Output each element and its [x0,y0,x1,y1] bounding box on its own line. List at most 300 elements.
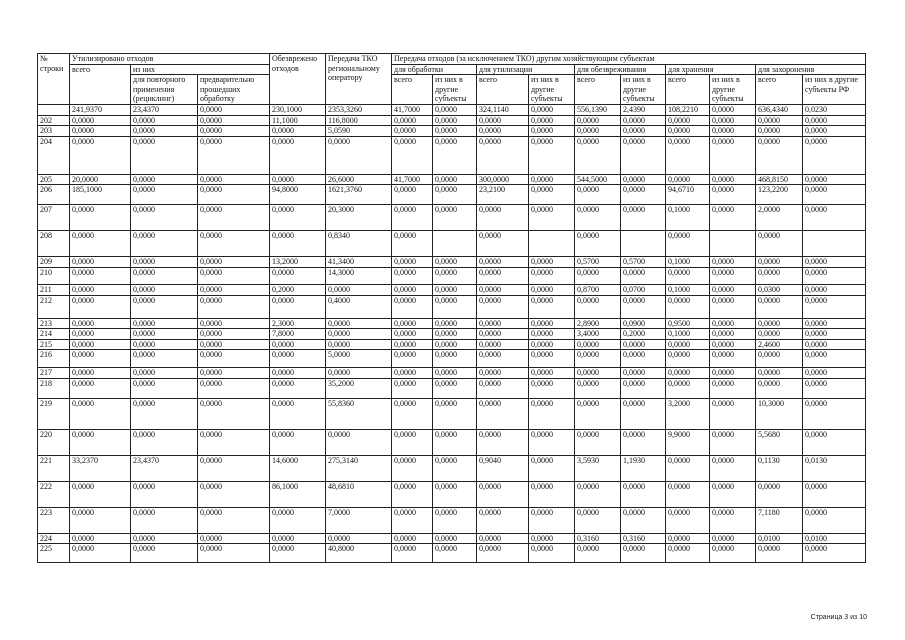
table-row [38,285,866,296]
value-cell: 2,0000 [756,205,803,231]
value-cell: 0,0000 [131,533,198,544]
value-cell: 23,4370 [131,105,198,116]
value-cell: 0,0000 [433,339,477,350]
value-cell: 0,0000 [433,174,477,185]
value-cell: 0,0000 [270,544,326,563]
value-cell: 0,0000 [477,429,529,455]
value-cell: 0,2000 [270,285,326,296]
row-number-cell: 206 [38,185,70,205]
value-cell: 0,0000 [529,285,575,296]
value-cell: 0,0000 [621,350,666,368]
value-cell: 20,0000 [70,174,131,185]
row-number-cell: 224 [38,533,70,544]
value-cell: 0,0230 [803,105,866,116]
header-sub-total: всего [477,75,529,105]
value-cell: 0,1000 [666,329,710,340]
value-cell: 0,0000 [803,185,866,205]
value-cell: 0,0000 [70,318,131,329]
value-cell: 0,0100 [756,533,803,544]
value-cell: 0,0000 [575,368,621,379]
value-cell: 0,0000 [529,350,575,368]
value-cell: 0,0000 [70,329,131,340]
row-number-cell: 205 [38,174,70,185]
table-row [38,398,866,429]
value-cell: 0,0000 [131,268,198,285]
value-cell: 0,0000 [756,368,803,379]
value-cell [621,231,666,257]
value-cell: 0,0000 [198,174,270,185]
value-cell: 0,0000 [666,481,710,507]
value-cell: 0,0000 [131,285,198,296]
value-cell: 0,0000 [529,329,575,340]
value-cell [433,231,477,257]
value-cell: 0,0000 [666,231,710,257]
value-cell: 0,0000 [575,115,621,126]
value-cell: 0,0000 [529,105,575,116]
value-cell: 0,0000 [666,174,710,185]
table-row [38,533,866,544]
table-row [38,136,866,174]
value-cell [529,231,575,257]
value-cell: 0,0000 [131,378,198,398]
value-cell: 0,1000 [666,257,710,268]
value-cell: 7,8000 [270,329,326,340]
value-cell: 0,0000 [198,205,270,231]
table-row [38,368,866,379]
value-cell: 0,0000 [198,378,270,398]
value-cell: 0,0000 [710,350,756,368]
value-cell: 0,0000 [392,329,433,340]
value-cell: 0,0000 [433,368,477,379]
value-cell: 0,0000 [710,268,756,285]
value-cell: 0,0000 [710,368,756,379]
value-cell: 0,0000 [710,126,756,137]
value-cell: 0,0000 [433,205,477,231]
value-cell: 0,0000 [70,136,131,174]
value-cell: 5,0000 [326,350,392,368]
value-cell: 0,0000 [131,429,198,455]
value-cell: 0,0000 [433,378,477,398]
row-number-cell: 218 [38,378,70,398]
value-cell: 0,3160 [575,533,621,544]
row-number-cell: 222 [38,481,70,507]
value-cell: 0,0000 [270,126,326,137]
value-cell: 0,0000 [198,507,270,533]
header-utilized: Утилизировано отходов [70,54,270,65]
value-cell: 0,0000 [575,205,621,231]
value-cell: 0,0000 [477,481,529,507]
value-cell: 0,0000 [803,285,866,296]
value-cell: 0,0000 [433,533,477,544]
value-cell: 0,0000 [477,285,529,296]
header-sub-other: из них в другие субъекты [529,75,575,105]
value-cell: 0,0000 [270,268,326,285]
value-cell: 0,0000 [70,481,131,507]
value-cell: 0,0000 [477,257,529,268]
value-cell: 0,0000 [803,174,866,185]
value-cell: 5,0590 [326,126,392,137]
header-group-utilization: для утилизации [477,64,575,75]
value-cell: 0,0000 [529,533,575,544]
value-cell: 0,0000 [621,185,666,205]
table-row [38,295,866,318]
value-cell: 0,0000 [326,329,392,340]
value-cell: 0,0000 [756,257,803,268]
value-cell: 0,0000 [666,378,710,398]
value-cell: 5,5680 [756,429,803,455]
value-cell: 0,0000 [198,257,270,268]
table-row [38,507,866,533]
value-cell: 0,0000 [198,398,270,429]
value-cell: 0,0000 [70,257,131,268]
value-cell: 0,0000 [131,318,198,329]
value-cell: 0,0000 [392,257,433,268]
value-cell: 0,0000 [529,185,575,205]
value-cell: 0,0000 [131,507,198,533]
row-number-cell: 213 [38,318,70,329]
value-cell: 0,0000 [433,268,477,285]
value-cell: 9,9000 [666,429,710,455]
value-cell: 0,0000 [392,368,433,379]
value-cell: 0,0000 [803,544,866,563]
value-cell: 0,0000 [756,295,803,318]
value-cell: 11,1000 [270,115,326,126]
row-number-cell: 214 [38,329,70,340]
value-cell: 0,0000 [575,231,621,257]
value-cell: 0,0000 [433,295,477,318]
value-cell: 2353,3260 [326,105,392,116]
value-cell: 0,0000 [433,429,477,455]
value-cell: 0,0000 [803,268,866,285]
table-body [38,105,866,563]
value-cell: 0,2000 [621,329,666,340]
value-cell: 0,0000 [270,231,326,257]
value-cell: 0,0000 [621,429,666,455]
value-cell: 0,0000 [477,115,529,126]
value-cell: 0,0000 [433,455,477,481]
header-of-them: из них [131,64,270,75]
table-header [38,54,866,105]
value-cell: 1621,3760 [326,185,392,205]
value-cell: 0,0000 [529,257,575,268]
value-cell: 2,3000 [270,318,326,329]
value-cell: 0,0000 [198,318,270,329]
value-cell: 0,0000 [621,544,666,563]
value-cell: 0,0000 [198,429,270,455]
value-cell: 0,0000 [198,136,270,174]
value-cell: 0,0000 [803,481,866,507]
value-cell: 0,0000 [70,205,131,231]
value-cell: 10,3000 [756,398,803,429]
value-cell: 0,0000 [270,533,326,544]
value-cell: 0,0000 [710,185,756,205]
value-cell: 0,0000 [131,339,198,350]
value-cell: 0,0000 [710,318,756,329]
value-cell: 0,0000 [710,339,756,350]
value-cell: 0,9040 [477,455,529,481]
value-cell: 0,8340 [326,231,392,257]
value-cell: 0,0000 [433,185,477,205]
table-row [38,205,866,231]
value-cell: 0,0000 [666,295,710,318]
value-cell: 0,0000 [621,378,666,398]
value-cell: 0,0000 [756,126,803,137]
value-cell: 0,0000 [70,544,131,563]
value-cell: 0,0000 [666,507,710,533]
header-neutralized: Обезврежено отходов [270,54,326,105]
value-cell: 0,0000 [70,350,131,368]
row-number-cell: 209 [38,257,70,268]
value-cell: 275,3140 [326,455,392,481]
value-cell: 185,1000 [70,185,131,205]
value-cell: 0,0000 [621,174,666,185]
value-cell: 0,0000 [70,126,131,137]
header-utilized-total: всего [70,64,131,105]
value-cell: 0,0000 [710,105,756,116]
value-cell: 0,0000 [529,455,575,481]
value-cell: 0,0000 [477,544,529,563]
value-cell: 0,0000 [131,481,198,507]
value-cell: 0,0000 [433,398,477,429]
value-cell: 3,5930 [575,455,621,481]
row-number-cell: 207 [38,205,70,231]
value-cell: 0,0000 [756,378,803,398]
value-cell: 0,8700 [575,285,621,296]
value-cell: 2,4600 [756,339,803,350]
value-cell: 0,0000 [803,368,866,379]
value-cell: 0,0000 [756,481,803,507]
header-sub-other: из них в другие субъекты [433,75,477,105]
value-cell: 0,0000 [529,136,575,174]
value-cell: 41,7000 [392,174,433,185]
value-cell: 0,0000 [756,318,803,329]
header-sub-other-rf: из них в другие субъекты РФ [803,75,866,105]
value-cell: 0,0000 [666,339,710,350]
value-cell: 0,0000 [477,398,529,429]
row-number-cell: 202 [38,115,70,126]
value-cell [710,231,756,257]
value-cell: 0,0000 [575,126,621,137]
value-cell: 0,0000 [70,378,131,398]
header-group-neutralization: для обезвреживания [575,64,666,75]
header-group-processing: для обработки [392,64,477,75]
value-cell: 0,0000 [70,398,131,429]
value-cell: 0,0000 [131,544,198,563]
value-cell: 0,0000 [756,136,803,174]
value-cell: 0,0000 [433,481,477,507]
value-cell: 94,6710 [666,185,710,205]
value-cell: 0,0000 [575,185,621,205]
value-cell: 0,0000 [666,115,710,126]
value-cell: 0,0000 [270,378,326,398]
value-cell: 0,0000 [131,115,198,126]
value-cell: 0,0000 [392,378,433,398]
value-cell: 94,8000 [270,185,326,205]
header-sub-other: из них в другие субъекты [621,75,666,105]
value-cell: 0,0000 [803,318,866,329]
row-number-cell: 210 [38,268,70,285]
value-cell: 0,0000 [198,185,270,205]
value-cell: 0,0000 [621,115,666,126]
value-cell: 544,5000 [575,174,621,185]
value-cell: 241,9370 [70,105,131,116]
value-cell: 0,0000 [710,429,756,455]
row-number-cell: 220 [38,429,70,455]
value-cell: 0,0000 [666,350,710,368]
value-cell: 0,0000 [70,429,131,455]
row-number-cell: 203 [38,126,70,137]
value-cell: 0,0000 [433,329,477,340]
value-cell: 0,0000 [198,533,270,544]
value-cell: 0,0130 [803,455,866,481]
value-cell: 0,0000 [392,398,433,429]
value-cell: 0,0000 [477,368,529,379]
value-cell: 108,2210 [666,105,710,116]
value-cell: 0,0000 [70,268,131,285]
value-cell: 0,0000 [529,429,575,455]
value-cell: 0,0000 [803,136,866,174]
value-cell: 0,0000 [326,429,392,455]
value-cell: 0,0000 [575,398,621,429]
row-number-cell: 221 [38,455,70,481]
header-for-reuse: для повторного применения (рециклинг) [131,75,198,105]
value-cell: 0,0000 [392,429,433,455]
value-cell: 0,0000 [70,533,131,544]
value-cell: 0,0000 [710,398,756,429]
value-cell: 0,0000 [756,268,803,285]
row-number-cell: 223 [38,507,70,533]
value-cell: 0,0000 [477,295,529,318]
value-cell: 0,0000 [529,115,575,126]
value-cell: 116,8000 [326,115,392,126]
value-cell: 0,0000 [270,339,326,350]
header-sub-other: из них в другие субъекты [710,75,756,105]
value-cell: 0,0000 [433,350,477,368]
value-cell: 0,0000 [270,205,326,231]
value-cell: 3,2000 [666,398,710,429]
row-number-cell: 217 [38,368,70,379]
value-cell: 0,0000 [529,378,575,398]
value-cell: 0,0000 [477,268,529,285]
value-cell: 0,0000 [433,105,477,116]
value-cell: 0,0000 [392,136,433,174]
value-cell: 0,0000 [529,544,575,563]
table-row [38,257,866,268]
value-cell: 0,4000 [326,295,392,318]
value-cell: 0,0000 [575,481,621,507]
value-cell: 0,0000 [803,295,866,318]
row-number-cell: 225 [38,544,70,563]
value-cell: 0,0000 [392,285,433,296]
table-row [38,481,866,507]
value-cell: 0,0000 [70,507,131,533]
header-pre-processing: предварительно прошедших обработку [198,75,270,105]
header-group-burial: для захоронения [756,64,866,75]
value-cell: 0,0000 [326,368,392,379]
value-cell: 0,0000 [529,398,575,429]
value-cell: 0,0000 [756,329,803,340]
value-cell: 0,0000 [131,231,198,257]
value-cell: 0,3160 [621,533,666,544]
value-cell: 0,0000 [621,398,666,429]
value-cell: 0,0000 [433,136,477,174]
value-cell: 7,0000 [326,507,392,533]
value-cell: 0,0000 [803,429,866,455]
row-number-cell: 216 [38,350,70,368]
table-row [38,105,866,116]
value-cell: 0,0000 [575,350,621,368]
value-cell: 0,0000 [433,544,477,563]
value-cell: 0,0000 [392,205,433,231]
table-row [38,429,866,455]
value-cell: 0,0000 [477,507,529,533]
value-cell: 0,0000 [392,339,433,350]
header-transfer-other: Передача отходов (за исключением ТКО) другим хозяйствующим субъектам [392,54,866,65]
value-cell: 14,3000 [326,268,392,285]
value-cell: 0,0000 [803,205,866,231]
value-cell: 0,0000 [198,350,270,368]
value-cell: 55,8360 [326,398,392,429]
table-row [38,339,866,350]
value-cell: 0,0000 [433,507,477,533]
value-cell: 0,0000 [529,318,575,329]
value-cell: 0,0000 [710,507,756,533]
value-cell: 0,0000 [529,205,575,231]
value-cell: 0,0000 [756,231,803,257]
value-cell: 0,0000 [392,185,433,205]
value-cell: 0,0000 [131,329,198,340]
value-cell: 0,0000 [666,136,710,174]
value-cell: 0,0000 [666,368,710,379]
value-cell: 0,0000 [270,295,326,318]
value-cell: 0,0000 [575,339,621,350]
value-cell: 0,0000 [433,115,477,126]
value-cell: 0,0000 [392,295,433,318]
value-cell: 0,0000 [70,368,131,379]
row-number-cell: 215 [38,339,70,350]
value-cell: 0,0000 [131,205,198,231]
value-cell: 0,0000 [198,481,270,507]
value-cell: 0,1000 [666,285,710,296]
value-cell: 0,0000 [433,318,477,329]
value-cell: 0,0000 [575,507,621,533]
value-cell: 0,0000 [131,126,198,137]
value-cell: 0,0000 [70,115,131,126]
value-cell: 0,5700 [621,257,666,268]
value-cell: 0,0000 [575,429,621,455]
table-row [38,329,866,340]
value-cell: 0,0000 [477,231,529,257]
value-cell: 0,0000 [529,339,575,350]
value-cell: 0,0000 [392,481,433,507]
value-cell: 0,0000 [710,257,756,268]
value-cell: 468,8150 [756,174,803,185]
value-cell: 123,2200 [756,185,803,205]
value-cell: 0,0000 [710,378,756,398]
value-cell: 0,0000 [70,295,131,318]
header-group-storage: для хранения [666,64,756,75]
value-cell: 0,0000 [710,174,756,185]
value-cell: 0,0000 [326,285,392,296]
value-cell: 300,0000 [477,174,529,185]
value-cell: 0,0000 [756,115,803,126]
table-row [38,544,866,563]
value-cell: 0,0000 [575,136,621,174]
header-sub-total: всего [392,75,433,105]
value-cell: 0,0000 [131,185,198,205]
value-cell: 0,0000 [529,268,575,285]
header-tko-transfer: Передача ТКО региональному оператору [326,54,392,105]
